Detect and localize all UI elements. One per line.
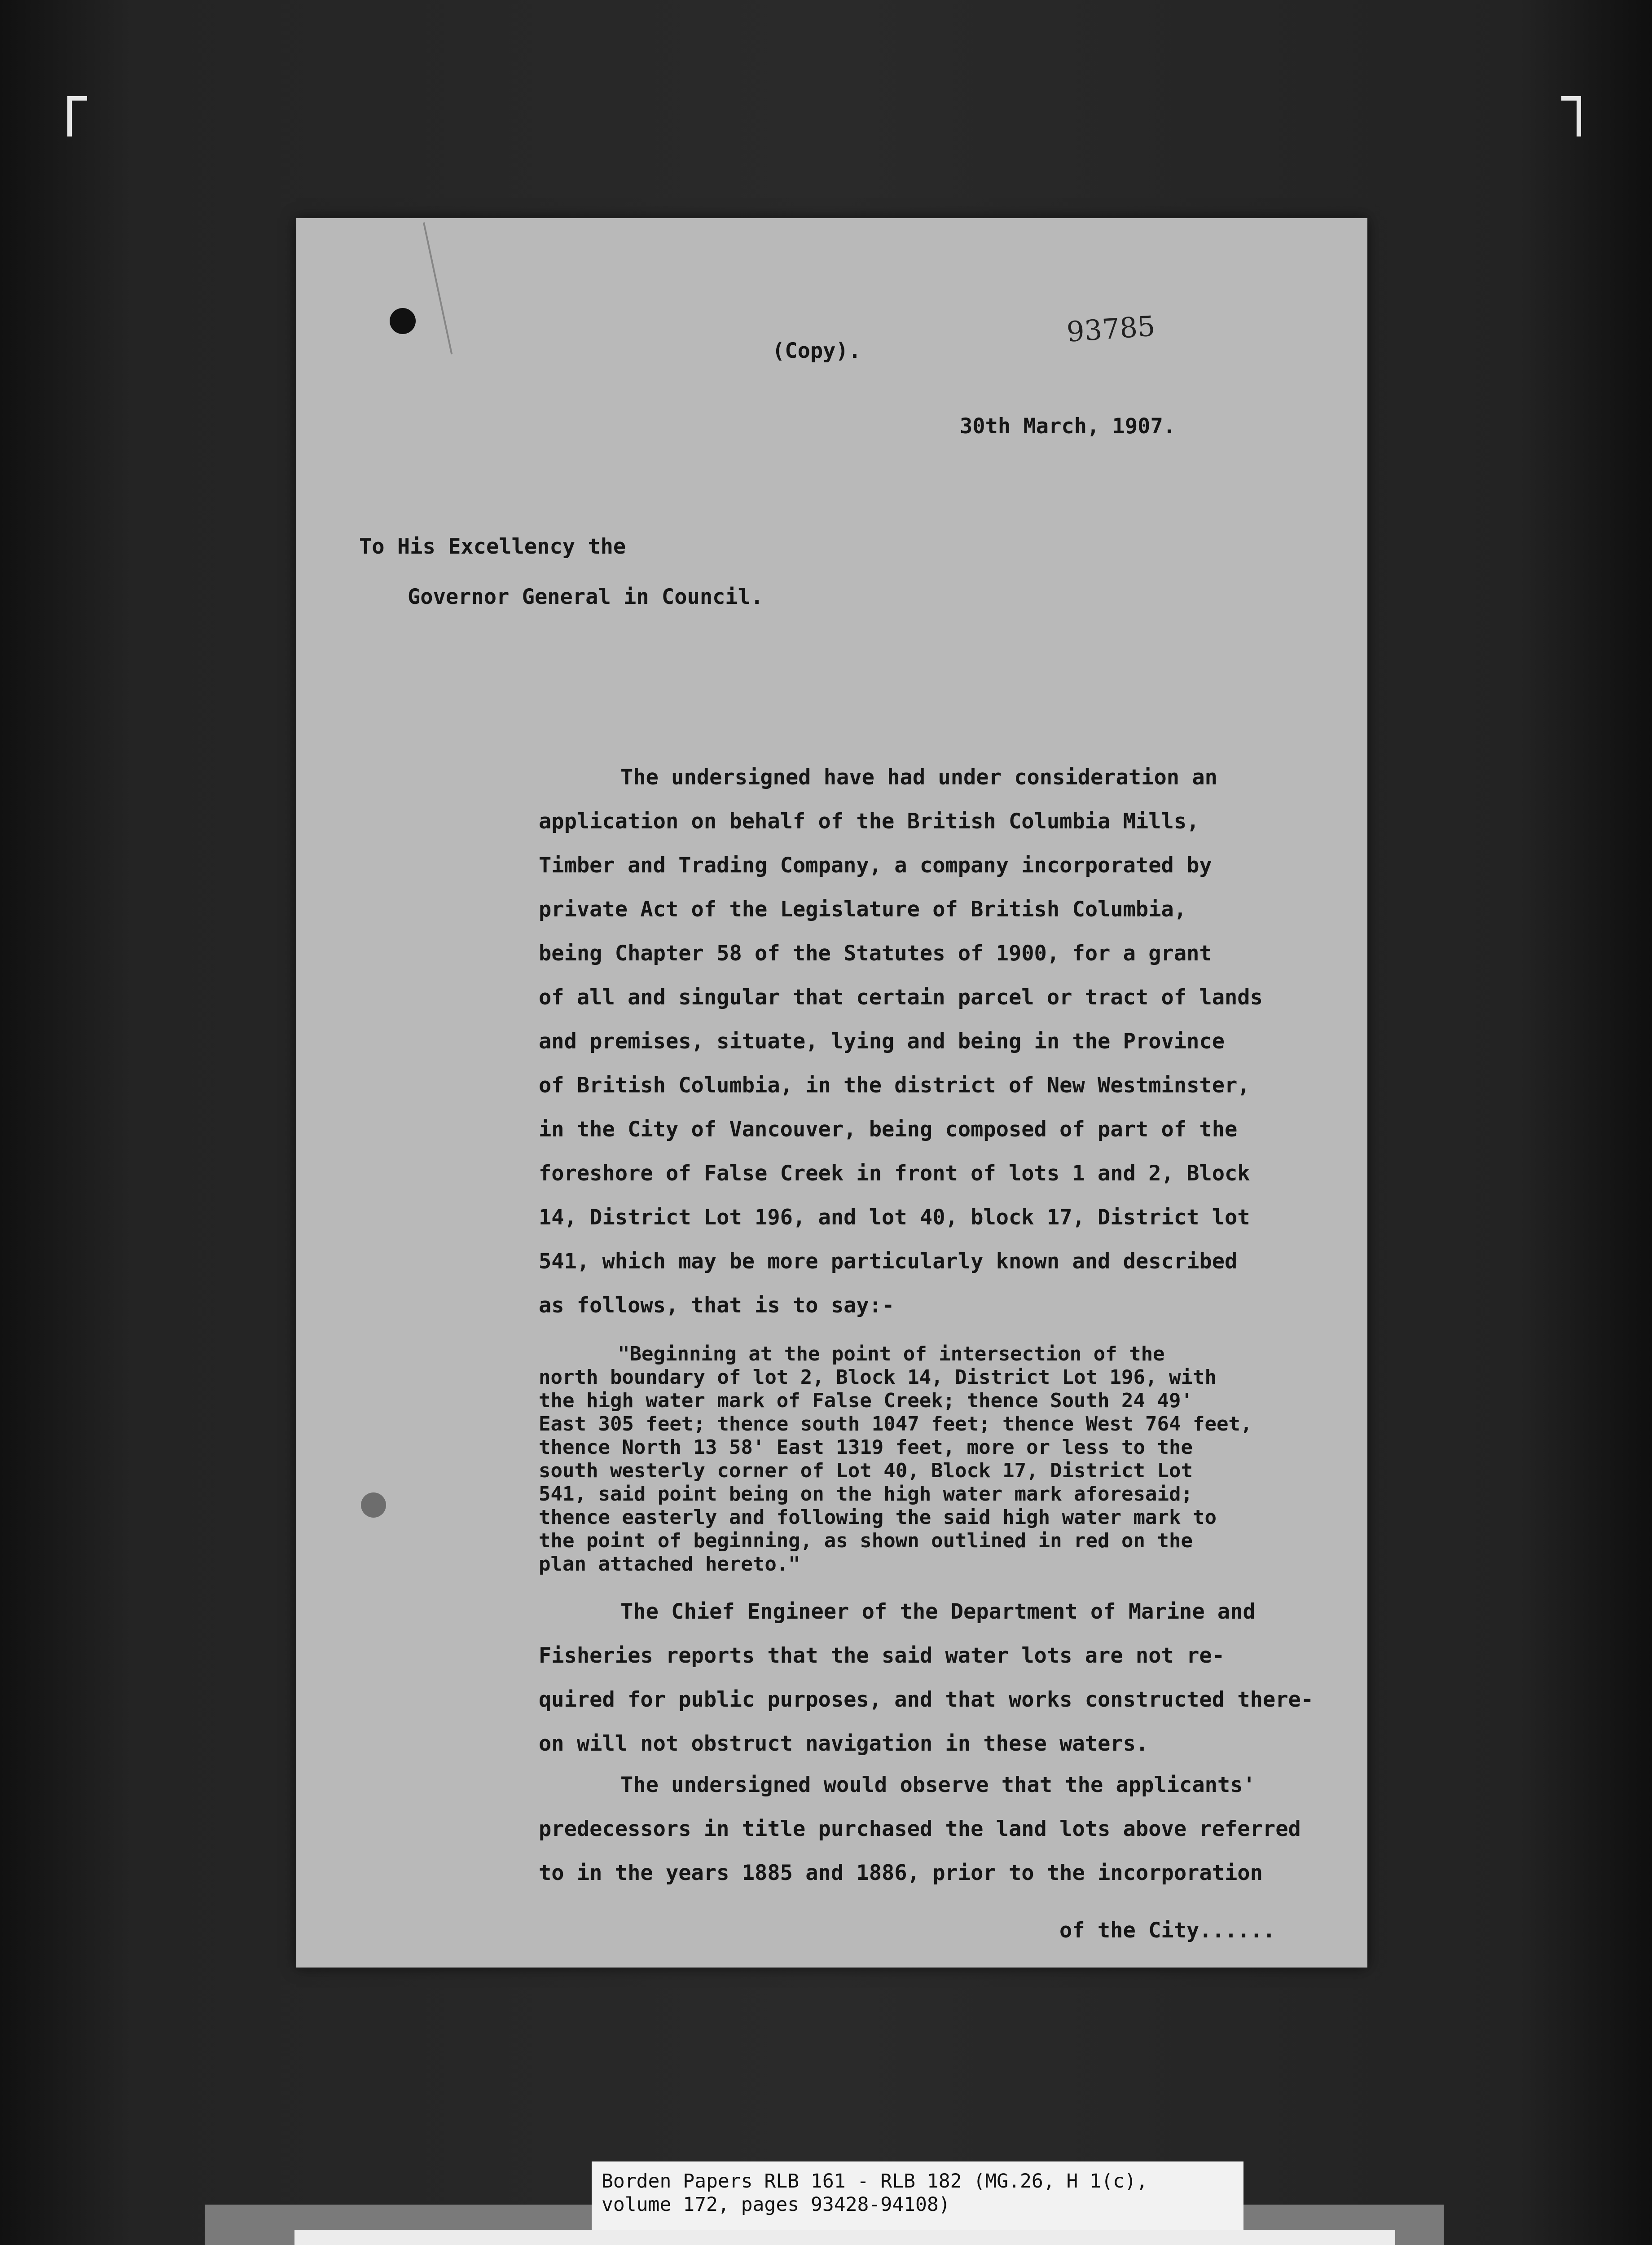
- letter-date: 30th March, 1907.: [960, 414, 1176, 439]
- reference-label: [592, 2161, 1243, 2230]
- quote-line: the point of beginning, as shown outlined in red on the: [539, 1529, 1193, 1552]
- archive-card: [294, 2230, 1395, 2245]
- body-line: The undersigned have had under consideration an: [620, 765, 1217, 790]
- quote-line: thence easterly and following the said high water mark to: [539, 1506, 1217, 1529]
- body-line: of all and singular that certain parcel or tract of lands: [539, 985, 1263, 1010]
- body-line: 541, which may be more particularly known and described: [539, 1249, 1238, 1274]
- frame-corner-mark: [1561, 96, 1581, 136]
- body-line: and premises, situate, lying and being in the Province: [539, 1029, 1225, 1054]
- body-line: The undersigned would observe that the applicants': [620, 1773, 1256, 1797]
- quote-line: the high water mark of False Creek; thence South 24 49': [539, 1389, 1193, 1412]
- quote-line: 541, said point being on the high water mark aforesaid;: [539, 1483, 1193, 1505]
- body-line: application on behalf of the British Columbia Mills,: [539, 809, 1199, 834]
- body-line: of British Columbia, in the district of New Westminster,: [539, 1073, 1250, 1098]
- quote-line: thence North 13 58' East 1319 feet, more or less to the: [539, 1436, 1193, 1459]
- body-line: private Act of the Legislature of British Columbia,: [539, 897, 1187, 922]
- body-line: being Chapter 58 of the Statutes of 1900, for a grant: [539, 941, 1212, 966]
- quote-line: East 305 feet; thence south 1047 feet; thence West 764 feet,: [539, 1413, 1252, 1435]
- body-line: on will not obstruct navigation in these waters.: [539, 1731, 1149, 1756]
- body-line: foreshore of False Creek in front of lots 1 and 2, Block: [539, 1161, 1250, 1186]
- body-line: Timber and Trading Company, a company incorporated by: [539, 853, 1212, 878]
- page-stamp-number: 93785: [1065, 309, 1156, 348]
- quote-line: south westerly corner of Lot 40, Block 17, District Lot: [539, 1459, 1193, 1482]
- frame-corner-mark: [67, 96, 87, 136]
- body-line: 14, District Lot 196, and lot 40, block 17, District lot: [539, 1205, 1250, 1230]
- quote-line: plan attached hereto.": [539, 1553, 800, 1576]
- quote-line: "Beginning at the point of intersection of the: [618, 1343, 1165, 1365]
- body-line: Fisheries reports that the said water lots are not re-: [539, 1643, 1225, 1668]
- reference-line: volume 172, pages 93428-94108): [602, 2193, 950, 2216]
- letter-page: [296, 218, 1367, 1968]
- body-line: as follows, that is to say:-: [539, 1293, 895, 1318]
- punch-hole: [390, 308, 416, 334]
- body-line: to in the years 1885 and 1886, prior to the incorporation: [539, 1861, 1263, 1885]
- copy-mark: (Copy).: [772, 339, 861, 363]
- quote-line: north boundary of lot 2, Block 14, District Lot 196, with: [539, 1366, 1217, 1389]
- continuation-catchword: of the City......: [1059, 1918, 1276, 1943]
- body-line: The Chief Engineer of the Department of Marine and: [620, 1599, 1256, 1624]
- body-line: predecessors in title purchased the land lots above referred: [539, 1817, 1301, 1841]
- salutation-line: Governor General in Council.: [408, 585, 764, 609]
- punch-hole: [361, 1492, 386, 1518]
- body-line: quired for public purposes, and that works constructed there-: [539, 1687, 1314, 1712]
- page-scratch: [423, 222, 453, 354]
- reference-line: Borden Papers RLB 161 - RLB 182 (MG.26, H 1(c),: [602, 2170, 1148, 2192]
- body-line: in the City of Vancouver, being composed of part of the: [539, 1117, 1238, 1142]
- salutation-line: To His Excellency the: [359, 534, 626, 559]
